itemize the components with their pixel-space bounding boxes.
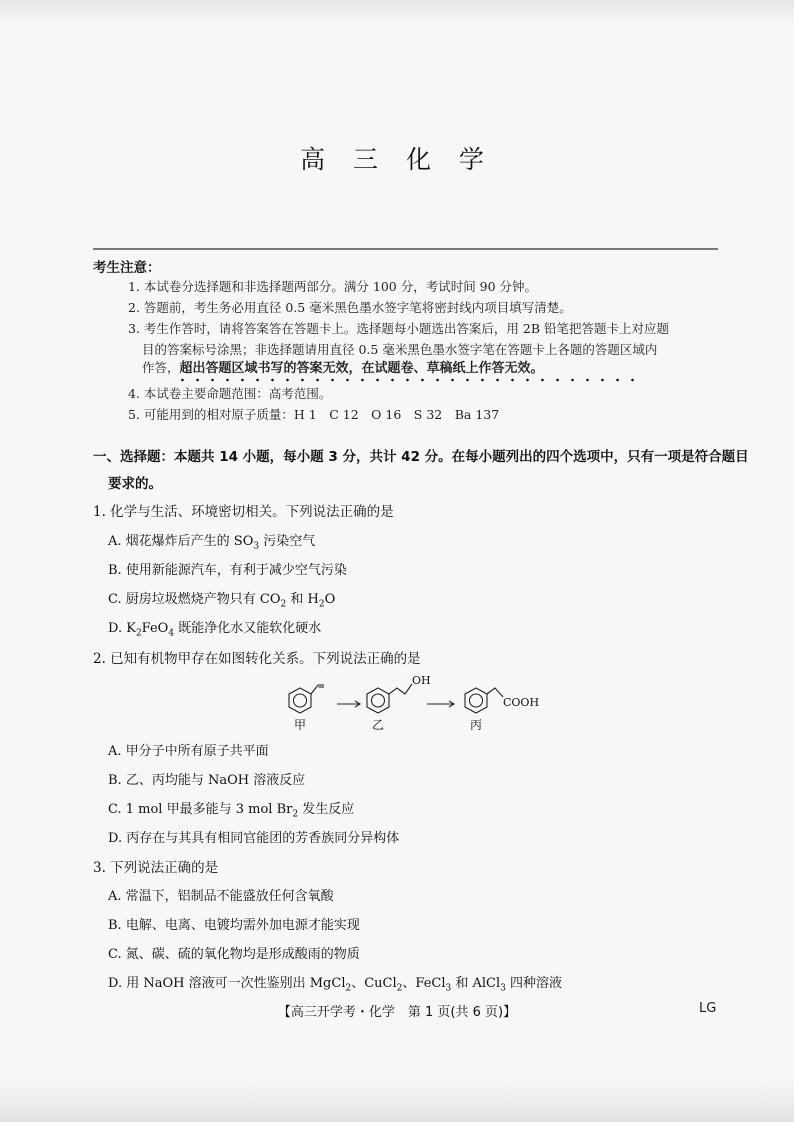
q3-d-sub3: 3 <box>445 983 452 994</box>
question-3-option-a: A. 常温下，铝制品不能盛放任何含氧酸 <box>108 889 334 904</box>
jia-benzene-ring <box>289 688 311 713</box>
question-1-option-b: B. 使用新能源汽车，有利于减少空气污染 <box>108 563 347 578</box>
q1-c-sub1: 2 <box>280 599 287 610</box>
notice-heading: 考生注意： <box>93 260 161 276</box>
q3-d-text5: 四种溶液 <box>505 976 563 991</box>
question-1-stem: 1. 化学与生活、环境密切相关。下列说法正确的是 <box>93 504 394 520</box>
q1-d-text: D. K <box>108 621 136 636</box>
q1-d-text3: 既能净化水又能软化硬水 <box>174 621 322 636</box>
section-heading-line1: 一、选择题：本题共 14 小题，每小题 3 分，共计 42 分。在每小题列出的四个选项中，只有一项是符合题目 <box>93 449 749 465</box>
label-yi: 乙 <box>372 718 385 732</box>
question-1-option-c <box>108 588 335 610</box>
question-3-option-d <box>108 972 562 994</box>
q1-d-sub2: 4 <box>168 628 175 639</box>
q2-c-text: C. 1 mol 甲最多能与 3 mol Br <box>108 802 293 817</box>
q3-d-sub2: 2 <box>396 983 403 994</box>
question-2-option-a: A. 甲分子中所有原子共平面 <box>108 744 269 759</box>
question-1-option-a <box>108 530 315 552</box>
question-2-option-d: D. 丙存在与其具有相同官能团的芳香族同分异构体 <box>108 831 400 846</box>
q2-c-sub: 2 <box>292 809 299 820</box>
notice-item-2: 2. 答题前，考生务必用直径 0.5 毫米黑色墨水签字笔将密封线内项目填写清楚。 <box>128 300 572 315</box>
footer-code: LG <box>699 1001 717 1016</box>
notice-item-3-end <box>142 360 544 376</box>
question-2-option-b: B. 乙、丙均能与 NaOH 溶液反应 <box>108 773 306 788</box>
notice-item-5: 5. 可能用到的相对原子质量：H 1 C 12 O 16 S 32 Ba 137 <box>128 407 500 422</box>
notice-emphasis: 超出答题区域书写的答案无效，在试题卷、草稿纸上作答无效。 <box>179 361 544 376</box>
q1-d-text2: FeO <box>141 621 169 636</box>
question-2-option-c <box>108 798 354 820</box>
q1-a-sub: 3 <box>253 541 260 552</box>
q1-c-text2: 和 H <box>286 592 319 607</box>
q1-c-sub2: 2 <box>318 599 325 610</box>
yi-benzene-ring <box>367 688 389 713</box>
notice-item-1: 1. 本试卷分选择题和非选择题两部分。满分 100 分，考试时间 90 分钟。 <box>128 279 538 294</box>
q2-c-text-end: 发生反应 <box>298 802 355 817</box>
q1-a-text: A. 烟花爆炸后产生的 SO <box>108 534 254 549</box>
q3-d-sub1: 2 <box>345 983 352 994</box>
notice-item-3: 3. 考生作答时，请将答案答在答题卡上。选择题每小题选出答案后，用 2B 铅笔把答题卡上对应题 <box>128 321 669 336</box>
page-title: 高 三 化 学 <box>300 145 494 174</box>
reaction-scheme <box>280 670 550 738</box>
label-oh: OH <box>412 674 431 687</box>
section-heading-line2: 要求的。 <box>108 476 162 492</box>
emphasis-dots <box>175 378 645 382</box>
question-1-option-d <box>108 617 321 639</box>
header-divider <box>93 248 718 250</box>
notice-item-3-tail: 作答， <box>142 360 180 375</box>
notice-item-4: 4. 本试卷主要命题范围：高考范围。 <box>128 386 332 401</box>
jia-vinyl-group <box>311 685 324 694</box>
q1-c-text3: O <box>324 592 336 607</box>
q1-c-text: C. 厨房垃圾燃烧产物只有 CO <box>108 592 281 607</box>
question-3-stem: 3. 下列说法正确的是 <box>93 860 219 876</box>
jia-aromatic-circle <box>294 694 307 707</box>
q3-d-sub4: 3 <box>500 983 506 994</box>
q1-d-sub1: 2 <box>135 628 142 639</box>
q3-d-text1: D. 用 NaOH 溶液可一次性鉴别出 MgCl <box>108 976 346 991</box>
bing-aromatic-circle <box>470 694 483 707</box>
yi-aromatic-circle <box>372 694 385 707</box>
q1-a-text-end: 污染空气 <box>259 534 316 549</box>
question-3-option-b: B. 电解、电离、电镀均需外加电源才能实现 <box>108 918 360 933</box>
notice-item-3-cont: 目的答案标号涂黑；非选择题请用直径 0.5 毫米黑色墨水签字笔在答题卡上各题的答题区域内 <box>142 342 658 357</box>
page-footer: 【高三开学考・化学 第 1 页(共 6 页)】 <box>277 1005 517 1020</box>
label-jia: 甲 <box>294 718 307 732</box>
yi-side-chain <box>389 684 412 694</box>
question-3-option-c: C. 氮、碳、硫的氧化物均是形成酸雨的物质 <box>108 947 360 962</box>
scan-edge-bottom <box>0 1080 794 1122</box>
label-bing: 丙 <box>470 718 483 732</box>
question-2-stem: 2. 已知有机物甲存在如图转化关系。下列说法正确的是 <box>93 651 421 667</box>
scan-edge-top <box>0 0 794 22</box>
q3-d-text2: 、CuCl <box>351 976 397 991</box>
bing-side-chain <box>487 688 503 697</box>
q3-d-text3: 、FeCl <box>402 976 446 991</box>
bing-benzene-ring <box>465 688 487 713</box>
q3-d-text4: 和 AlCl <box>451 976 501 991</box>
label-cooh: COOH <box>503 696 540 709</box>
